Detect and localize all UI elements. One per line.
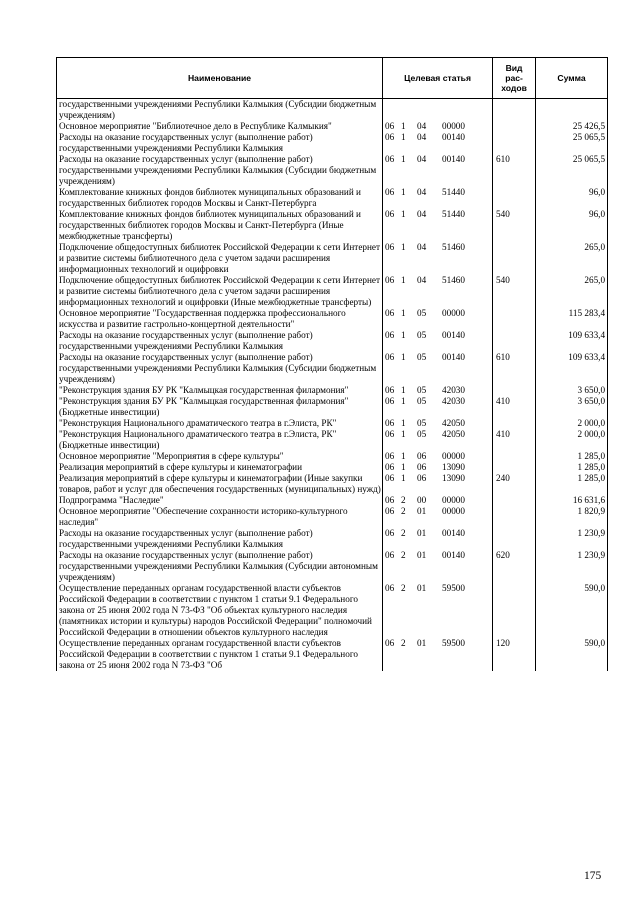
row-name: Основное мероприятие "Мероприятия в сфере культуры" [57,451,383,462]
row-expense-kind [493,528,536,550]
row-expense-kind: 240 [493,473,536,495]
row-sum: 2 000,0 [536,418,608,429]
row-code-d: 00140 [440,132,493,154]
row-code-d: 51440 [440,209,493,242]
row-code-d: 00140 [440,352,493,385]
row-expense-kind: 620 [493,550,536,583]
row-code-b: 2 [401,638,406,648]
row-code-b: 2 [401,495,406,505]
row-code-a: 06 [385,154,395,164]
table-row [57,495,608,506]
row-code-d: 42050 [440,429,493,451]
row-code-a: 06 [385,429,395,439]
row-expense-kind: 410 [493,429,536,451]
row-code-c: 05 [417,396,427,406]
row-code-b: 1 [401,429,406,439]
row-name: Расходы на оказание государственных услуг (выполнение работ) государственными учреждениями Республики Калмыкия [57,528,383,550]
row-expense-kind [493,418,536,429]
row-code-b: 1 [401,451,406,461]
row-name: Основное мероприятие "Библиотечное дело в Республике Калмыкия" [57,121,383,132]
row-code-a: 06 [385,308,395,318]
row-expense-kind [493,132,536,154]
row-code-a: 06 [385,121,395,131]
row-code-a: 06 [385,451,395,461]
row-code-d: 00000 [440,495,493,506]
row-name: государственными учреждениями Республики Калмыкия (Субсидии бюджетным учреждениям) [57,99,383,122]
row-expense-kind: 120 [493,638,536,671]
row-code-d: 59500 [440,583,493,638]
row-code-d: 00140 [440,154,493,187]
table-row [57,583,608,638]
row-expense-kind [493,583,536,638]
row-sum: 265,0 [536,242,608,275]
row-code-c: 06 [417,473,427,483]
row-expense-kind [493,330,536,352]
row-expense-kind [493,495,536,506]
row-code-b: 1 [401,308,406,318]
table-row [57,330,608,352]
table-row [57,385,608,396]
table-row [57,352,608,385]
table-row [57,275,608,308]
row-code-c: 05 [417,308,427,318]
row-sum: 25 065,5 [536,132,608,154]
row-code-d: 00000 [440,451,493,462]
row-code-c: 00 [417,495,427,505]
table-row [57,429,608,451]
row-name: Осуществление переданных органам государственной власти субъектов Российской Федерации в соответствии с пунктом 1 статьи 9.1 Федерального закона от 25 июня 2002 года N 73-ФЗ "Об [57,638,383,671]
table-row [57,506,608,528]
row-code-c: 05 [417,330,427,340]
table-row [57,550,608,583]
table-row [57,462,608,473]
row-code-a: 06 [385,528,395,538]
row-code-d: 59500 [440,638,493,671]
row-code-b: 1 [401,473,406,483]
table-row [57,473,608,495]
row-code-b: 1 [401,275,406,285]
row-code-c [415,99,440,122]
row-code-d: 00000 [440,121,493,132]
row-code-d: 13090 [440,462,493,473]
row-code-c: 04 [417,121,427,131]
row-name: Комплектование книжных фондов библиотек муниципальных образований и государственных библиотек городов Москвы и Санкт-Петербурга (Иные межбюджетные трансферты) [57,209,383,242]
row-code-b: 1 [401,385,406,395]
row-code-b: 1 [401,209,406,219]
row-code-b: 1 [401,418,406,428]
row-code-c: 01 [417,550,427,560]
row-code-d: 51440 [440,187,493,209]
row-code-c: 04 [417,187,427,197]
row-code-a: 06 [385,242,395,252]
page-number: 175 [584,870,602,882]
row-code-a: 06 [385,550,395,560]
row-expense-kind: 610 [493,154,536,187]
row-sum: 109 633,4 [536,330,608,352]
table-row [57,99,608,122]
row-code-c: 05 [417,418,427,428]
row-code-b: 1 [401,242,406,252]
row-code-d: 00140 [440,550,493,583]
header-target: Целевая статья [383,58,493,99]
row-code-a: 06 [385,462,395,472]
row-code-a: 06 [385,132,395,142]
table-row [57,187,608,209]
row-code-c: 06 [417,451,427,461]
row-sum: 16 631,6 [536,495,608,506]
row-code-a: 06 [385,209,395,219]
row-code-b: 1 [401,132,406,142]
row-code-c: 05 [417,352,427,362]
row-code-a: 06 [385,418,395,428]
row-sum: 96,0 [536,209,608,242]
table-row [57,154,608,187]
table-body [57,99,608,672]
row-expense-kind: 540 [493,209,536,242]
row-expense-kind [493,308,536,330]
row-code-d: 00140 [440,330,493,352]
row-code-b: 2 [401,583,406,593]
row-code-d: 42050 [440,418,493,429]
row-code-c: 04 [417,154,427,164]
table-row [57,528,608,550]
row-code-c: 01 [417,528,427,538]
table-header-row [57,58,608,99]
row-code-b: 1 [401,330,406,340]
row-expense-kind [493,462,536,473]
row-code-a: 06 [385,638,395,648]
row-code-a: 06 [385,495,395,505]
table-row [57,209,608,242]
table-row [57,418,608,429]
row-code-d: 00000 [440,506,493,528]
row-name: Расходы на оказание государственных услуг (выполнение работ) государственными учреждениями Республики Калмыкия (Субсидии бюджетным учреждениям) [57,154,383,187]
row-code-a: 06 [385,187,395,197]
row-code-c: 06 [417,462,427,472]
row-expense-kind [493,99,536,122]
row-sum: 1 820,9 [536,506,608,528]
row-expense-kind: 410 [493,396,536,418]
row-code-b: 1 [401,121,406,131]
row-sum: 1 230,9 [536,528,608,550]
row-sum: 265,0 [536,275,608,308]
row-code-c: 04 [417,209,427,219]
row-name: Подпрограмма "Наследие" [57,495,383,506]
row-code-a: 06 [385,385,395,395]
table-row [57,638,608,671]
row-sum: 115 283,4 [536,308,608,330]
row-code-d: 13090 [440,473,493,495]
row-expense-kind [493,451,536,462]
row-code-c: 04 [417,242,427,252]
row-code-c: 01 [417,638,427,648]
row-name: Расходы на оказание государственных услуг (выполнение работ) государственными учреждениями Республики Калмыкия [57,330,383,352]
row-code-a: 06 [385,352,395,362]
row-code-d: 42030 [440,385,493,396]
row-sum: 1 285,0 [536,462,608,473]
row-code-d: 00000 [440,308,493,330]
row-name: Расходы на оказание государственных услуг (выполнение работ) государственными учреждениями Республики Калмыкия (Субсидии автономным учреждениям) [57,550,383,583]
row-name: "Реконструкция здания БУ РК "Калмыцкая государственная филармония" [57,385,383,396]
row-code-d [440,99,493,122]
row-sum: 96,0 [536,187,608,209]
row-code-c: 01 [417,506,427,516]
row-expense-kind [493,121,536,132]
row-name: "Реконструкция Национального драматического театра в г.Элиста, РК" [57,418,383,429]
row-expense-kind [493,385,536,396]
row-expense-kind [493,242,536,275]
row-sum: 3 650,0 [536,396,608,418]
row-code-c: 01 [417,583,427,593]
table-row [57,308,608,330]
row-name: Подключение общедоступных библиотек Российской Федерации к сети Интернет и развитие системы библиотечного дела с учетом задачи расширения информационных технологий и оцифровки (Иные межбюджетные трансферты) [57,275,383,308]
row-expense-kind: 540 [493,275,536,308]
table-row [57,242,608,275]
row-code-a: 06 [385,506,395,516]
row-name: Расходы на оказание государственных услуг (выполнение работ) государственными учреждениями Республики Калмыкия (Субсидии бюджетным учреждениям) [57,352,383,385]
row-code-a: 06 [385,396,395,406]
row-code-b: 1 [401,352,406,362]
table-row [57,396,608,418]
row-code-b: 1 [401,396,406,406]
header-sum: Сумма [536,58,608,99]
row-name: Реализация мероприятий в сфере культуры и кинематографии [57,462,383,473]
table-row [57,451,608,462]
row-code-a: 06 [385,275,395,285]
row-sum: 3 650,0 [536,385,608,396]
row-code-b [400,99,415,122]
row-name: Расходы на оказание государственных услуг (выполнение работ) государственными учреждениями Республики Калмыкия [57,132,383,154]
row-code-c: 04 [417,132,427,142]
row-name: "Реконструкция Национального драматического театра в г.Элиста, РК" (Бюджетные инвестиции) [57,429,383,451]
row-code-a: 06 [385,473,395,483]
row-code-c: 05 [417,385,427,395]
row-code-a [383,99,400,122]
row-sum: 25 426,5 [536,121,608,132]
row-code-a: 06 [385,330,395,340]
row-sum: 109 633,4 [536,352,608,385]
row-name: Реализация мероприятий в сфере культуры и кинематографии (Иные закупки товаров, работ и услуг для обеспечения государственных (муниципальных) нужд) [57,473,383,495]
row-name: Комплектование книжных фондов библиотек муниципальных образований и государственных библиотек городов Москвы и Санкт-Петербурга [57,187,383,209]
row-code-b: 2 [401,506,406,516]
row-code-b: 2 [401,528,406,538]
row-sum: 590,0 [536,638,608,671]
row-code-a: 06 [385,583,395,593]
row-sum: 590,0 [536,583,608,638]
row-name: Основное мероприятие "Государственная поддержка профессионального искусства и развитие гастрольно-концертной деятельности" [57,308,383,330]
row-name: "Реконструкция здания БУ РК "Калмыцкая государственная филармония" (Бюджетные инвестиции) [57,396,383,418]
budget-table [56,57,608,671]
header-kind: Вид рас-ходов [493,58,536,99]
row-code-d: 00140 [440,528,493,550]
row-code-d: 51460 [440,275,493,308]
row-sum: 2 000,0 [536,429,608,451]
row-code-b: 1 [401,154,406,164]
row-sum: 1 285,0 [536,451,608,462]
row-sum: 1 285,0 [536,473,608,495]
row-code-b: 2 [401,550,406,560]
row-code-c: 04 [417,275,427,285]
table-row [57,121,608,132]
row-name: Осуществление переданных органам государственной власти субъектов Российской Федерации в соответствии с пунктом 1 статьи 9.1 Федерального закона от 25 июня 2002 года N 73-ФЗ "Об объектах культурного наследия (памятниках истории и культуры) народов Российской Федерации" полномочий Российской Федерации в отношении объектов культурного наследия [57,583,383,638]
row-code-b: 1 [401,462,406,472]
row-name: Основное мероприятие "Обеспечение сохранности историко-культурного наследия" [57,506,383,528]
row-code-b: 1 [401,187,406,197]
row-code-d: 42030 [440,396,493,418]
row-expense-kind [493,187,536,209]
table-row [57,132,608,154]
row-expense-kind: 610 [493,352,536,385]
row-name: Подключение общедоступных библиотек Российской Федерации к сети Интернет и развитие системы библиотечного дела с учетом задачи расширения информационных технологий и оцифровки [57,242,383,275]
row-sum [536,99,608,122]
row-expense-kind [493,506,536,528]
row-sum: 25 065,5 [536,154,608,187]
row-sum: 1 230,9 [536,550,608,583]
row-code-d: 51460 [440,242,493,275]
row-code-c: 05 [417,429,427,439]
header-name: Наименование [57,58,383,99]
